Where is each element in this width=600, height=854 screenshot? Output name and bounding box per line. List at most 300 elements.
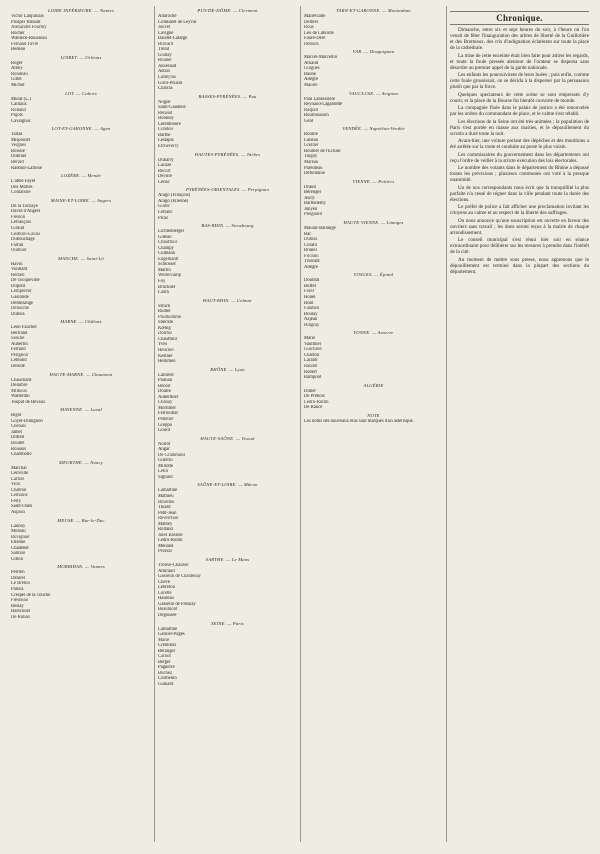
list-item: Westercamp [158, 273, 182, 279]
list-item: Reynaud-Lagardette [304, 102, 343, 108]
list-item: Barthélemy [304, 201, 326, 207]
candidate-list [304, 14, 443, 47]
list-item: Chanay [158, 400, 173, 406]
candidate-list [304, 389, 443, 411]
list-item: Guichard [304, 347, 322, 353]
list-item: Dubois [11, 311, 25, 317]
chronique-paragraph: La compagnie fixée dans le palais de justice a été renouvelée par les ordres du commandant de place, et le calme s'est rétabli. [450, 105, 589, 117]
list-item: De la Tocnaye [11, 203, 38, 209]
list-item: Arago (Etienne) [158, 198, 189, 204]
list-item: Leremboure [158, 121, 181, 127]
candidate-list [158, 193, 297, 221]
list-item: Rouillé [304, 132, 318, 138]
list-item: Vieillard [11, 267, 28, 273]
list-item: Cénac [158, 179, 170, 185]
candidate-list [158, 304, 297, 365]
list-item: Gent [304, 118, 314, 124]
list-item: Lavigne [158, 30, 174, 36]
list-item: Signard [158, 474, 173, 480]
candidate-list [11, 14, 151, 53]
list-item: Jeudy [304, 195, 315, 201]
list-item: Gasselin de Fresnay [158, 601, 196, 607]
list-item: Marcel-Marcellin [304, 55, 338, 61]
list-item: Tartas [11, 132, 23, 138]
list-item: Gillon [11, 556, 23, 562]
candidate-list [158, 627, 297, 688]
column-4 [446, 6, 592, 842]
candidate-list [304, 132, 443, 176]
list-item: Lebreton [158, 585, 175, 591]
list-item: Bourdon [158, 499, 175, 505]
list-item: De Rohan [11, 614, 30, 620]
list-item: Cormenin [158, 676, 177, 682]
list-item: Lacaze [158, 163, 172, 169]
list-item: Gaslonde [11, 294, 29, 300]
list-item: Jules Bastide [158, 532, 183, 538]
list-item: Reibell [11, 272, 25, 278]
list-item: Delouche [11, 306, 29, 312]
department-heading: LOIRE INFÉRIEURE. — Nantes [48, 8, 114, 13]
list-item: Lempereur [11, 289, 32, 295]
list-item: Chevé [158, 579, 170, 585]
list-item: Charton [304, 352, 320, 358]
list-item: Buffet [304, 283, 316, 289]
list-item: Crémieux [158, 643, 177, 649]
list-item: Lamartine [158, 626, 178, 632]
list-item: Lorette [158, 590, 172, 596]
chronique-title: Chronique. [450, 11, 589, 25]
department-heading: HAUT-RHIN. — Colmar [202, 297, 253, 303]
list-item: Hauréau [158, 596, 174, 602]
list-item: Dumas [304, 237, 318, 243]
list-item: Ferrand [11, 347, 26, 353]
list-item: Chauffour [158, 336, 178, 342]
list-item: Deville [158, 174, 172, 180]
list-item: Paul Laboissière [304, 96, 336, 102]
list-item: Les noms des nouveaux élus sont marqués d'un astérisque. [304, 418, 414, 424]
chronique-paragraph: La mise de cette enceinte était bien faite pour attirer les regards, et toute la foule pressée alentour de l'orateur se dispersa sans désordre au premier appel de la garde nationale. [450, 52, 589, 71]
list-item: Dahirel [11, 575, 26, 581]
department-heading: MEUSE. — Bar-le-Duc [57, 517, 105, 523]
list-item: Frichon [304, 253, 319, 259]
list-item: Nogué [158, 99, 171, 105]
column-1 [8, 6, 154, 842]
department-heading: MAYENNE. — Laval [60, 407, 102, 413]
list-item: Rolland [11, 107, 26, 113]
department-heading: VENDÉE. — Napoléon-Vendée [342, 126, 405, 132]
list-item: Soullié [11, 336, 25, 342]
list-item: Lélut [158, 469, 168, 475]
list-item: Struch [158, 303, 171, 309]
list-item: Moreau [11, 529, 26, 535]
list-item: Kestner [158, 353, 173, 359]
list-item: Michot [11, 83, 25, 89]
list-item: Pleignard [304, 212, 322, 218]
department-heading: LOT-ET-GARONNE. — Agen [51, 126, 111, 132]
list-item: Beaumont [158, 607, 178, 613]
list-item: Trélat [158, 47, 170, 53]
list-item: Gourd [158, 428, 170, 434]
list-item: Condou [158, 127, 173, 133]
chronique-paragraph: Les commissaires du gouvernement dans les départements ont reçu l'ordre de veiller à la stricte exécution des lois électorales. [450, 151, 589, 164]
chronique-paragraph: Un de nos correspondants nous écrit que la tranquillité la plus parfaite n'a cessé de régner dans la ville pendant toute la durée des élections. [450, 184, 589, 203]
list-item: Roussel [11, 446, 26, 452]
list-item: Gasselin de Chantenay [158, 574, 201, 580]
candidate-list [158, 373, 297, 434]
list-item: Rampont [304, 375, 322, 381]
list-item: Charron [11, 487, 27, 493]
chronique-paragraph: Les enfants les poursuivirent de leurs huées ; puis enfin, comme cette foule grossissait, on se décida à la disperser par la persuasion plutôt que par la force. [450, 72, 589, 90]
list-item: Buvignier [11, 534, 30, 540]
list-item: Guigues [304, 66, 320, 72]
list-item: Delarbre [11, 383, 28, 389]
department-heading: HAUTE-SAÔNE. — Vesoul [200, 435, 255, 441]
list-item: Demézange [11, 300, 34, 306]
list-item: Raspail [304, 107, 319, 113]
list-item: Des Molles [11, 184, 33, 190]
list-item: Ledru-Rollin [158, 538, 183, 544]
candidate-list [11, 466, 151, 516]
list-item: Marie [304, 336, 316, 342]
list-item: Guerrin [158, 458, 173, 464]
candidate-list [304, 185, 443, 218]
list-item: Radoult-Lafosse [11, 165, 42, 171]
list-item: Freslon [11, 214, 26, 220]
list-item: Leroville [11, 471, 29, 477]
list-item: Guiter [158, 204, 170, 210]
list-item: Carnot [158, 654, 171, 660]
list-item: Rous [304, 25, 314, 31]
list-item: Lemoine [11, 493, 28, 499]
list-item: Lichtenberger [158, 229, 185, 235]
list-item: Robert [304, 369, 317, 375]
list-item: Amiraud [158, 568, 175, 574]
list-item: L'abbé Fayet [11, 179, 36, 185]
chronique-paragraph: On nous annonce qu'une souscription est ouverte en faveur des ouvriers sans travail ; les dons seront reçus à la mairie de chaque arrondissement. [450, 217, 589, 236]
list-item: Angar [158, 447, 170, 453]
department-heading: LOT. — Cahors [65, 90, 97, 96]
list-item: Jusseraud [158, 63, 177, 69]
chronique-paragraph: Au moment de mettre sous presse, nous apprenons que le dépouillement est terminé dans la plupart des sections du département. [450, 256, 589, 275]
list-item: Dupont [11, 283, 26, 289]
department-heading: RHÔNE. — Lyon [210, 366, 245, 372]
candidate-list [304, 97, 443, 125]
list-item: Gillet [11, 77, 22, 83]
list-item: Grellier [304, 143, 319, 149]
list-item: Hingray [304, 322, 320, 328]
list-item: Heuchel [158, 347, 174, 353]
list-item: Rudler [158, 309, 171, 315]
chronique-paragraph: Dimanche, entre six et sept heures du soir, à l'heure où l'on venait de fêter l'inauguration des arbres de liberté de la Guillotière et des Brotteaux, des cris d'indignation éclatèrent sur toute la place de la cathédrale. [450, 27, 589, 51]
list-item: Laflize [11, 476, 25, 482]
list-item: Allègre [304, 264, 319, 270]
list-item: Dollfus [158, 331, 173, 337]
list-item: De Grammont [158, 452, 185, 458]
list-item: David d'Angers [11, 209, 41, 215]
list-item: Menand [158, 543, 174, 549]
list-item: Maurel [304, 83, 318, 89]
list-item: Goyet-Dubignon [11, 418, 43, 424]
list-item: Comandré [11, 190, 31, 196]
department-heading: HAUTE-MARNE. — Chaumont [49, 371, 113, 377]
list-item: Viox [11, 482, 21, 488]
list-item: Herkmen [158, 359, 176, 365]
list-item: De Prébois [304, 394, 325, 400]
list-item: Aubertin [11, 341, 28, 347]
list-item: Garnier-Pagès [158, 632, 185, 638]
candidate-list [11, 97, 151, 125]
list-item: Bigot [11, 413, 22, 419]
candidate-list [11, 61, 151, 89]
list-item: Walferdin [11, 394, 30, 400]
department-heading: MEURTHE. — Nancy [59, 459, 103, 465]
list-item: Mathieu [158, 494, 174, 500]
department-heading: ALGÉRIE [363, 382, 384, 388]
list-item: Mallevialle [304, 14, 326, 19]
list-item: Larabit [304, 358, 318, 364]
list-item: Toupot de Bévaux [11, 399, 46, 405]
list-item: Tixerant [304, 259, 320, 265]
list-item: Renaud [158, 110, 173, 116]
list-item: Astaix [158, 69, 171, 75]
list-item: Champy [158, 245, 174, 251]
list-item: Altaroche [158, 14, 177, 19]
list-item: Jamet [11, 429, 22, 435]
list-item: Glœsin [158, 234, 172, 240]
list-item: Martin [158, 267, 171, 273]
list-item: Aspaux [11, 510, 26, 516]
list-item: Ledru-Rollin [304, 399, 329, 405]
list-item: Lasteyras [158, 75, 176, 81]
list-item: Dubruel [11, 154, 27, 160]
list-item: Falatieu [304, 306, 320, 312]
list-item: Bac [304, 231, 312, 237]
department-heading: LOIRET. — Orléans [60, 54, 102, 60]
candidate-list [11, 524, 151, 563]
list-item: Giraud [11, 225, 25, 231]
list-item: Dutreil [11, 435, 25, 441]
list-item: Schlosser [158, 262, 176, 268]
list-item: Houel [304, 294, 316, 300]
department-heading: PUY-DE-DÔME. — Clermont [197, 8, 258, 13]
list-item: Delbrel [304, 19, 319, 25]
chronique-paragraph: Avant-hier, une voiture portant des dépêches et des munitions a été arrêtée sur la route et conduite au poste le plus voisin. [450, 138, 589, 150]
list-item: Rolland [158, 527, 173, 533]
list-item: Marie [158, 637, 170, 643]
list-item: Faure-Dère [304, 36, 326, 42]
list-item: Dérodé [11, 363, 25, 369]
list-item: Crespel de la Touche [11, 592, 51, 598]
list-item: Lefrançois [11, 220, 32, 226]
list-item: Launoy [11, 523, 26, 529]
department-heading: BASSES-PYRÉNÉES. — Pau [198, 93, 257, 99]
list-item: Auberthier [158, 394, 179, 400]
list-item: Perrien [11, 570, 25, 576]
list-item: Etcheverry [158, 144, 179, 150]
list-item: Thiard [158, 505, 171, 511]
column-2 [154, 6, 300, 842]
list-item: Lauth [158, 290, 169, 296]
list-item: Havin [11, 261, 23, 267]
candidate-list [158, 229, 297, 296]
list-item: Chauffour [158, 240, 178, 246]
list-item: Parisis [11, 587, 24, 593]
list-item: Boudet [11, 441, 25, 446]
list-item: Lefranc [158, 209, 173, 215]
list-item: Murat (L.) [11, 96, 31, 102]
list-item: Roger [11, 60, 23, 66]
list-item: Picas [158, 215, 168, 221]
list-item: Maurat-Ballange [304, 225, 336, 231]
candidate-list [158, 158, 297, 186]
list-item: Jouvet [158, 25, 171, 31]
list-item: Bérard [11, 160, 24, 166]
list-item: Combarel de Leyval [158, 19, 197, 25]
list-item: Trouvé-Chauvel [158, 563, 189, 569]
department-heading: HAUTE-VIENNE. — Limoges [343, 219, 404, 225]
candidate-list [158, 563, 297, 618]
list-item: Forel [304, 289, 314, 295]
list-item: Saint-Gaudens [158, 105, 186, 111]
candidate-list [11, 204, 151, 254]
list-item: Recurt [158, 168, 171, 174]
department-heading: MORBIHAN. — Vannes [57, 564, 105, 570]
list-item: Alexandre Fourmy [11, 25, 47, 31]
list-item: Ferrouillat [158, 411, 178, 417]
list-item: Paulian [158, 378, 173, 384]
chronique-paragraph: Le nombre des votants dans le département du Rhône a dépassé toutes les prévisions ; plusieurs communes ont voté à la presque unanimité. [450, 165, 589, 183]
list-item: Foy [158, 278, 166, 284]
list-item: Laforest [158, 372, 174, 378]
candidate-list [304, 419, 443, 425]
department-heading: LOZÈRE. — Mende [61, 173, 101, 179]
list-item: Ferry [11, 498, 22, 504]
list-item: Guinard [158, 681, 174, 687]
list-item: Harscouët [11, 609, 31, 615]
department-heading: BAS-RHIN. — Strasbourg [201, 223, 254, 229]
list-item: Berger [158, 659, 171, 665]
list-item: Le Breton [11, 581, 30, 587]
department-heading: SAÔNE-ET-LOIRE. — Mâcon [197, 482, 258, 488]
list-item: Chenais [11, 424, 27, 430]
chronique-paragraph: Le préfet de police a fait afficher une proclamation invitant les citoyens au calme et au respect de la liberté des suffrages. [450, 204, 589, 216]
list-item: Baune [304, 71, 316, 77]
list-item: Saint-Ouen [11, 504, 33, 510]
list-item: Yves [158, 342, 168, 348]
department-heading: VAUCLUSE. — Avignon [349, 90, 398, 96]
list-item: Etienne [11, 540, 26, 546]
candidate-list [11, 570, 151, 620]
list-item: Millotte [158, 463, 174, 469]
list-item: Doutre [158, 389, 172, 395]
list-item: Tinguy [304, 154, 318, 160]
candidate-list [11, 132, 151, 171]
list-item: Boissié [11, 148, 25, 154]
list-item: Léo de Laborde [304, 30, 334, 36]
list-item: Rouher [158, 58, 172, 64]
candidate-list [158, 488, 297, 555]
list-item: Vergnes [11, 143, 27, 149]
list-item: Béranger [158, 648, 176, 654]
list-item: Chadenet [11, 545, 29, 551]
list-item: Bedeau [11, 47, 26, 53]
department-heading: VIENNE. — Poitiers [352, 178, 395, 184]
candidate-list [304, 336, 443, 380]
list-item: Degousée [158, 612, 177, 618]
department-heading: PYRÉNÉES-ORIENTALES. — Perpignan [186, 187, 269, 193]
list-item: Oudinot [11, 248, 27, 254]
list-item: Mareau [304, 160, 319, 166]
list-item: Lamartine [158, 488, 178, 494]
list-item: Rondeau [11, 71, 28, 77]
chronique-paragraph: Le conseil municipal s'est réuni hier soir en séance extraordinaire pour délibérer sur les mesures à prendre dans l'intérêt de la cité. [450, 237, 589, 255]
list-item: Bouhier de l'Écluse [304, 148, 341, 154]
department-heading: MARNE. — Châlons [60, 319, 102, 325]
list-item: Boutoey [158, 116, 174, 122]
candidate-list [158, 14, 297, 92]
list-item: Leblond [11, 358, 27, 364]
column-3 [300, 6, 446, 842]
list-item: Prosper Billault [11, 19, 41, 25]
list-item: Goutay [158, 52, 172, 58]
list-item: Noirot [158, 441, 171, 447]
list-item: Pelletier [158, 417, 174, 422]
list-item: Perignon [11, 352, 28, 358]
list-item: Victor Lanjuinais [11, 14, 44, 19]
department-heading: MANCHE. — Saint-Lô [58, 255, 104, 261]
list-item: Luneau [304, 137, 319, 143]
candidate-list [304, 55, 443, 88]
list-item: Baudet-Lafarge [158, 36, 188, 42]
department-heading: MAINE-ET-LOIRE. — Angers [50, 197, 112, 203]
department-heading: TARN-ET-GARONNE. — Montauban [336, 8, 411, 13]
chronique-paragraph: Les élections de la Seine ont été très-animées ; la population de Paris s'est portée en masse aux mairies, et le dépouillement du scrutin a duré toute la nuit. [450, 118, 589, 137]
list-item: Dubarry [158, 157, 174, 163]
list-item: Rocher [11, 30, 25, 36]
list-item: Buchez [158, 670, 173, 676]
list-item: Caillaux [11, 102, 27, 108]
list-item: Bruckner [158, 284, 176, 290]
list-item: Defontaine [304, 171, 325, 177]
department-heading: NOTE [367, 412, 380, 418]
list-item: Benoît [158, 383, 171, 389]
list-item: Salmon [11, 551, 26, 557]
department-heading: HAUTES-PYRÉNÉES. — Tarbes [194, 151, 261, 157]
list-item: Detours [304, 41, 319, 47]
list-item: Arbey [11, 66, 23, 72]
list-item: Beslay [11, 603, 24, 609]
department-heading: SEINE. — Paris [211, 620, 244, 626]
list-item: Drault [304, 184, 316, 190]
list-item: Mispoulet [11, 137, 31, 143]
department-heading: VOSGES. — Épinal [353, 272, 394, 278]
list-item: Bravard [158, 41, 174, 47]
list-item: Reverchon [158, 516, 179, 522]
list-item: De Rancé [304, 405, 323, 411]
candidate-list [11, 325, 151, 369]
list-item: Mathey [158, 521, 173, 527]
list-item: Brunel [304, 248, 317, 254]
list-item: Chauchard [11, 377, 32, 383]
newspaper-page [8, 6, 592, 842]
list-item: Culmann [158, 251, 176, 257]
list-item: Lestapis [158, 138, 174, 144]
department-heading: YONNE. — Auxerre [353, 330, 394, 336]
list-item: Junyen [304, 206, 318, 212]
list-item: Arago (François) [158, 193, 191, 199]
candidate-list [11, 378, 151, 406]
list-item: Dubouchage [11, 237, 35, 243]
